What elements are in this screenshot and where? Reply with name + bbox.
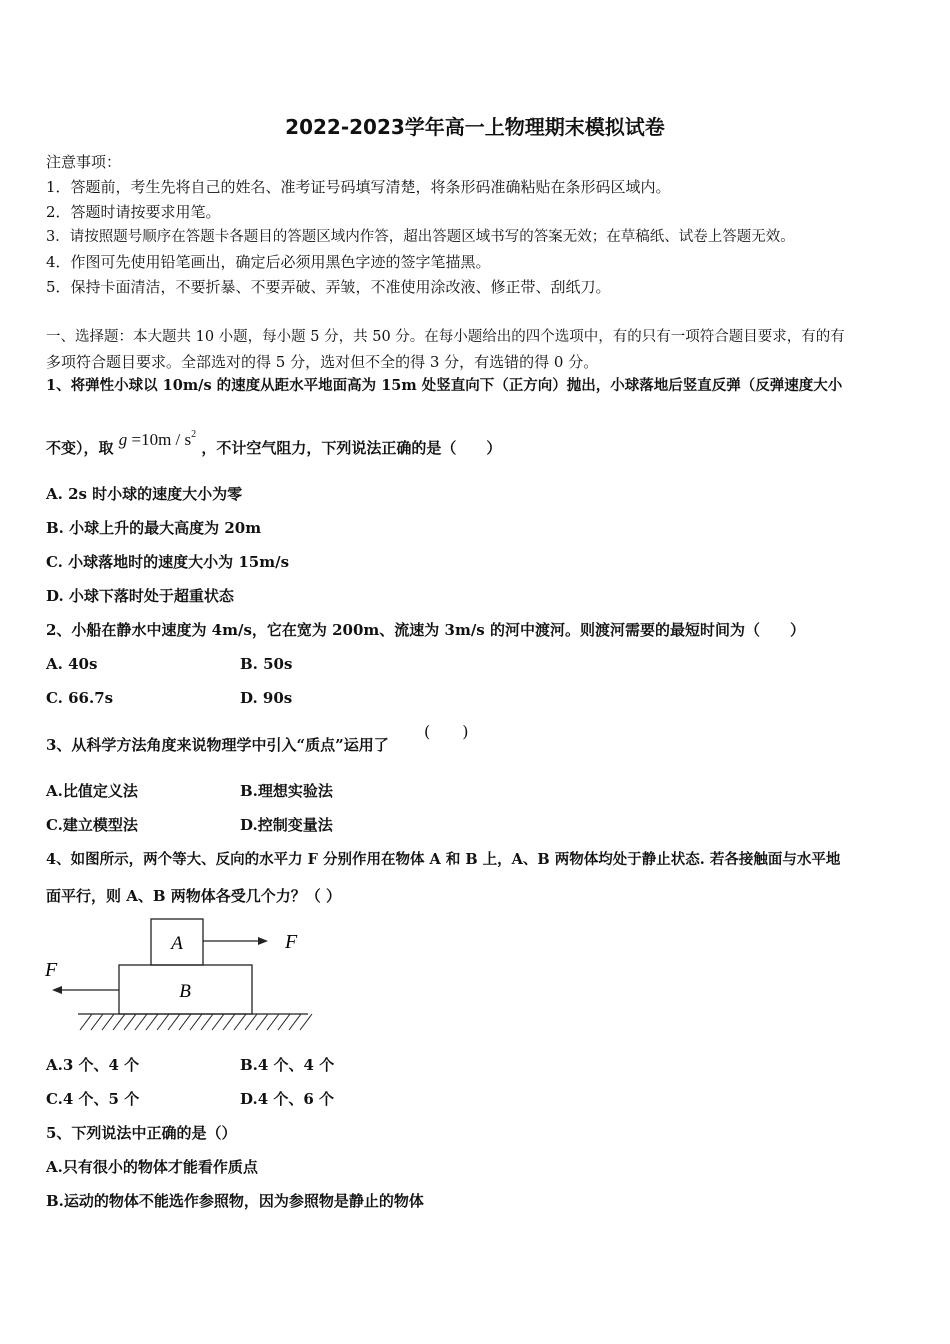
question-3-answer-paren: ( ) xyxy=(424,722,469,741)
question-3-option: D.控制变量法 xyxy=(240,816,333,834)
hatch-stroke xyxy=(278,1014,290,1030)
force-diagram xyxy=(40,914,320,1036)
hatch-stroke xyxy=(146,1014,158,1030)
arrowhead-right-icon xyxy=(258,937,268,945)
hatch-stroke xyxy=(157,1014,169,1030)
hatch-stroke xyxy=(289,1014,301,1030)
hatch-stroke xyxy=(267,1014,279,1030)
hatch-stroke xyxy=(168,1014,180,1030)
question-4-stem-continued: 面平行，则 A、B 两物体各受几个力？（ ） xyxy=(46,887,341,905)
question-4-option: B.4 个、4 个 xyxy=(240,1056,335,1074)
page-title: 2022-2023学年高一上物理期末模拟试卷 xyxy=(285,115,665,139)
hatch-stroke xyxy=(245,1014,257,1030)
section-instructions: 多项符合题目要求。全部选对的得 5 分，选对但不全的得 3 分，有选错的得 0 分。 xyxy=(46,353,599,371)
notice-item: 1．答题前，考生先将自己的姓名、准考证号码填写清楚，将条形码准确粘贴在条形码区域内。 xyxy=(46,178,671,196)
question-2-option: D. 90s xyxy=(240,689,293,707)
hatch-stroke xyxy=(124,1014,136,1030)
section-instructions: 一、选择题：本大题共 10 小题，每小题 5 分，共 50 分。在每小题给出的四个选项中，有的只有一项符合题目要求，有的有 xyxy=(46,329,845,345)
notice-item: 4．作图可先使用铅笔画出，确定后必须用黑色字迹的签字笔描黑。 xyxy=(46,253,491,271)
question-5-option: B.运动的物体不能选作参照物，因为参照物是静止的物体 xyxy=(46,1192,424,1210)
hatch-stroke xyxy=(190,1014,202,1030)
question-1-option: C. 小球落地时的速度大小为 15m/s xyxy=(46,553,290,571)
question-2-option: B. 50s xyxy=(240,655,293,673)
question-3-option: A.比值定义法 xyxy=(46,782,138,800)
force-label-top: F xyxy=(285,931,298,953)
question-3-option: C.建立模型法 xyxy=(46,816,138,834)
question-4-option: C.4 个、5 个 xyxy=(46,1090,140,1108)
arrowhead-left-icon xyxy=(52,986,62,994)
hatch-stroke xyxy=(113,1014,125,1030)
force-label-left: F xyxy=(45,959,58,981)
question-4-option: D.4 个、6 个 xyxy=(240,1090,335,1108)
question-1-stem: 1、将弹性小球以 10m/s 的速度从距水平地面高为 15m 处竖直向下（正方向）抛出，小球落地后竖直反弹（反弹速度大小 xyxy=(46,377,843,394)
gravity-formula: $g =10m / s^2$ xyxy=(118,429,197,449)
question-5-option: A.只有很小的物体才能看作质点 xyxy=(46,1158,258,1176)
hatch-stroke xyxy=(256,1014,268,1030)
hatch-stroke xyxy=(80,1014,92,1030)
hatch-stroke xyxy=(179,1014,191,1030)
hatch-stroke xyxy=(300,1014,312,1030)
question-4-option: A.3 个、4 个 xyxy=(46,1056,140,1074)
question-3-option: B.理想实验法 xyxy=(240,782,333,800)
hatch-stroke xyxy=(201,1014,213,1030)
hatch-stroke xyxy=(135,1014,147,1030)
question-1-option: A. 2s 时小球的速度大小为零 xyxy=(46,485,243,503)
question-2-stem: 2、小船在静水中速度为 4m/s，它在宽为 200m、流速为 3m/s 的河中渡河。则渡河需要的最短时间为（ ） xyxy=(46,621,805,639)
ground-hatching xyxy=(80,1014,312,1030)
block-b-label: B xyxy=(179,981,191,1002)
notice-heading: 注意事项： xyxy=(46,153,122,171)
question-3-stem: 3、从科学方法角度来说物理学中引入“质点”运用了 xyxy=(46,736,389,754)
question-2-option: A. 40s xyxy=(46,655,98,673)
question-4-stem: 4、如图所示，两个等大、反向的水平力 F 分别作用在物体 A 和 B 上，A、B 两物体均处于静止状态. 若各接触面与水平地 xyxy=(46,851,841,868)
hatch-stroke xyxy=(91,1014,103,1030)
block-a-label: A xyxy=(171,933,183,954)
question-5-stem: 5、下列说法中正确的是（） xyxy=(46,1124,237,1142)
question-1-option: B. 小球上升的最大高度为 20m xyxy=(46,519,262,537)
hatch-stroke xyxy=(212,1014,224,1030)
hatch-stroke xyxy=(102,1014,114,1030)
notice-item: 5．保持卡面清洁，不要折暴、不要弄破、弄皱，不准使用涂改液、修正带、刮纸刀。 xyxy=(46,278,611,296)
question-1-stem-continued: 不变），取 $g =10m / s^2$ ，不计空气阻力，下列说法正确的是（ ） xyxy=(46,429,502,457)
notice-item: 2．答题时请按要求用笔。 xyxy=(46,203,221,221)
question-1-option: D. 小球下落时处于超重状态 xyxy=(46,587,234,605)
question-2-option: C. 66.7s xyxy=(46,689,114,707)
notice-item: 3．请按照题号顺序在答题卡各题目的答题区域内作答，超出答题区域书写的答案无效；在草稿纸、试卷上答题无效。 xyxy=(46,229,795,245)
hatch-stroke xyxy=(234,1014,246,1030)
hatch-stroke xyxy=(223,1014,235,1030)
